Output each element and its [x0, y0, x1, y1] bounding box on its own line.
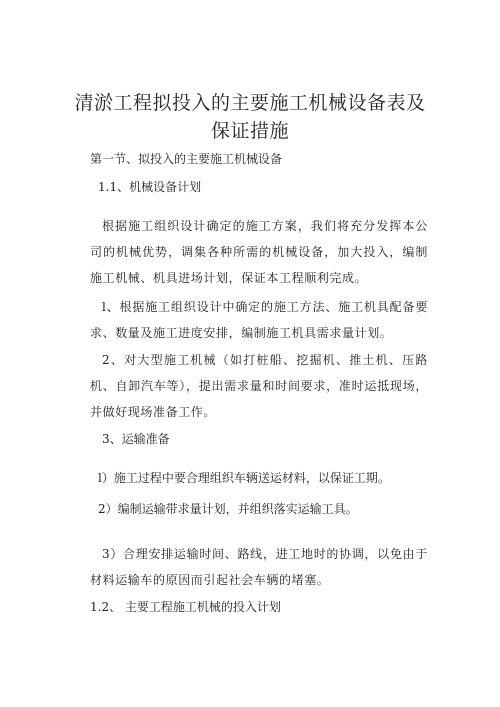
document-title: 清淤工程拟投入的主要施工机械设备表及保证措施	[74, 92, 426, 142]
sub-item-3: 3）合理安排运输时间、路线，进工地时的协调，以免由于材料运输车的原因而引起社会车辆的堵塞。	[90, 547, 428, 587]
list-item-1: l、根据施工组织设计中确定的施工方法、施工机具配备要求、数量及施工进度安排，编制施工机具需求量计划。	[90, 300, 428, 340]
chapter-heading: 第一节、拟投入的主要施工机械设备	[90, 152, 283, 166]
list-item-2: 2、对大型施工机械（如打桩船、挖掘机、推土机、压路机、自卸汽车等），提出需求量和时间要求，准时运抵现场，并做好现场准备工作。	[90, 353, 428, 419]
intro-paragraph: 根据施工组织设计确定的施工方案，我们将充分发挥本公司的机械优势，调集各种所需的机械设备，加大投入，编制施工机械、机具进场计划，保证本工程顺利完成。	[90, 219, 428, 285]
sub-item-1: l）施工过程中要合理组织车辆送运材料，以保证工期。	[98, 471, 390, 485]
section-heading-1-1: 1.1、机械设备计划	[98, 180, 202, 194]
sub-item-2: 2）编制运输带求量计划，并组织落实运输工具。	[98, 502, 358, 516]
section-heading-1-2: 1.2、 主要工程施工机械的投入计划	[90, 600, 281, 614]
subsection-heading-transport: 3、运输准备	[102, 432, 170, 446]
